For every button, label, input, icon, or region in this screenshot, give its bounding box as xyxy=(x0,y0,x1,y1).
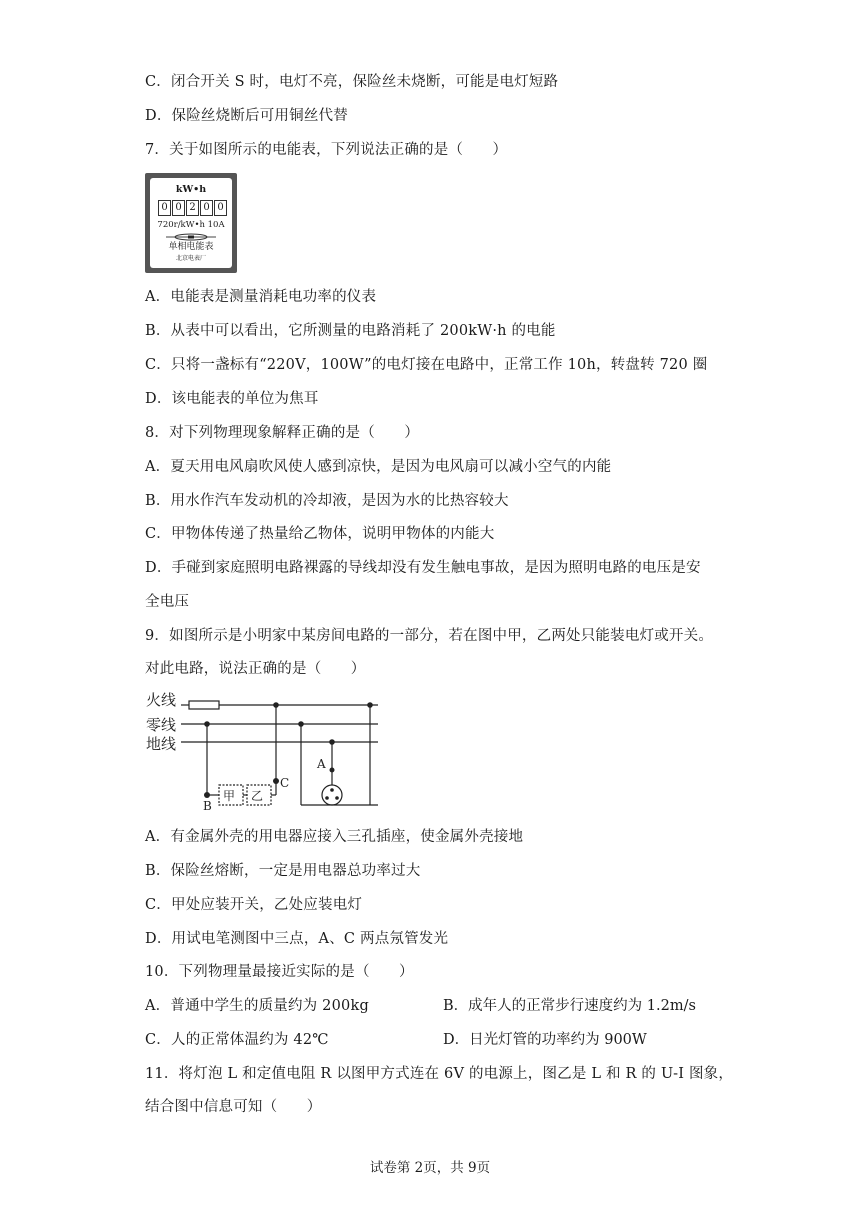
page-footer: 试卷第 2页，共 9页 xyxy=(369,1160,491,1176)
question-9-stem: 9．如图所示是小明家中某房间电路的一部分，若在图中甲，乙两处只能装电灯或开关。 xyxy=(145,628,714,644)
meter-maker: 北京电表厂 xyxy=(175,255,206,262)
option-7d: D．该电能表的单位为焦耳 xyxy=(145,391,319,407)
option-10a: A．普通中学生的质量约为 200kg xyxy=(145,998,369,1014)
option-9c: C．甲处应装开关，乙处应装电灯 xyxy=(145,897,363,913)
fuse-symbol xyxy=(189,701,219,709)
neutral-wire-label: 零线 xyxy=(146,717,177,734)
option-7a: A．电能表是测量消耗电功率的仪表 xyxy=(145,289,377,305)
option-8b: B．用水作汽车发动机的冷却液，是因为水的比热容较大 xyxy=(145,493,509,509)
point-a-label: A xyxy=(317,757,326,771)
question-10-stem: 10．下列物理量最接近实际的是（ ） xyxy=(145,964,414,980)
option-10c: C．人的正常体温约为 42℃ xyxy=(145,1032,329,1048)
option-9d: D．用试电笔测图中三点，A、C 两点氖管发光 xyxy=(145,931,449,947)
meter-digit: 2 xyxy=(186,200,199,216)
meter-name: 单相电能表 xyxy=(168,242,214,252)
option-7b: B．从表中可以看出，它所测量的电路消耗了 200kW·h 的电能 xyxy=(145,323,556,339)
option-7c: C．只将一盏标有“220V，100W”的电灯接在电路中，正常工作 10h，转盘转 720 圈 xyxy=(145,357,708,373)
option-10d: D．日光灯管的功率约为 900W xyxy=(443,1032,647,1048)
meter-digit: 0 xyxy=(172,200,185,216)
option-9b: B．保险丝熔断，一定是用电器总功率过大 xyxy=(145,863,421,879)
option-10b: B．成年人的正常步行速度约为 1.2m/s xyxy=(443,998,696,1014)
point-c-label: C xyxy=(280,776,290,790)
question-9-stem-cont: 对此电路，说法正确的是（ ） xyxy=(145,661,366,677)
option-8a: A．夏天用电风扇吹风使人感到凉快，是因为电风扇可以减小空气的内能 xyxy=(145,459,612,475)
question-7-stem: 7．关于如图所示的电能表，下列说法正确的是（ ） xyxy=(145,142,508,158)
option-8d-cont: 全电压 xyxy=(145,594,190,610)
option-6d: D．保险丝烧断后可用铜丝代替 xyxy=(145,108,348,124)
question-8-stem: 8．对下列物理现象解释正确的是（ ） xyxy=(145,425,420,441)
option-8d: D．手碰到家庭照明电路裸露的导线却没有发生触电事故，是因为照明电路的电压是安 xyxy=(145,560,701,576)
meter-disc-icon xyxy=(164,232,218,242)
option-9a: A．有金属外壳的用电器应接入三孔插座，使金属外壳接地 xyxy=(145,829,524,845)
meter-unit: kW•h xyxy=(175,184,207,195)
electric-meter-figure xyxy=(145,173,237,273)
meter-digit: 0 xyxy=(158,200,171,216)
socket-symbol xyxy=(322,785,342,805)
option-6c: C．闭合开关 S 时，电灯不亮，保险丝未烧断，可能是电灯短路 xyxy=(145,74,559,90)
circuit-diagram xyxy=(143,688,388,813)
meter-digit: 0 xyxy=(214,200,227,216)
ground-wire-label: 地线 xyxy=(146,736,177,753)
option-8c: C．甲物体传递了热量给乙物体，说明甲物体的内能大 xyxy=(145,526,495,542)
question-11-stem: 11．将灯泡 L 和定值电阻 R 以图甲方式连在 6V 的电源上，图乙是 L 和 R 的 U-I 图象， xyxy=(145,1066,734,1082)
point-b-label: B xyxy=(203,799,212,813)
meter-spec: 720r/kW•h 10A xyxy=(157,220,225,230)
yi-label: 乙 xyxy=(251,789,264,803)
live-wire-label: 火线 xyxy=(146,692,177,709)
question-11-stem-cont: 结合图中信息可知（ ） xyxy=(145,1099,322,1115)
meter-digits xyxy=(158,200,227,216)
jia-label: 甲 xyxy=(223,789,236,803)
meter-digit: 0 xyxy=(200,200,213,216)
